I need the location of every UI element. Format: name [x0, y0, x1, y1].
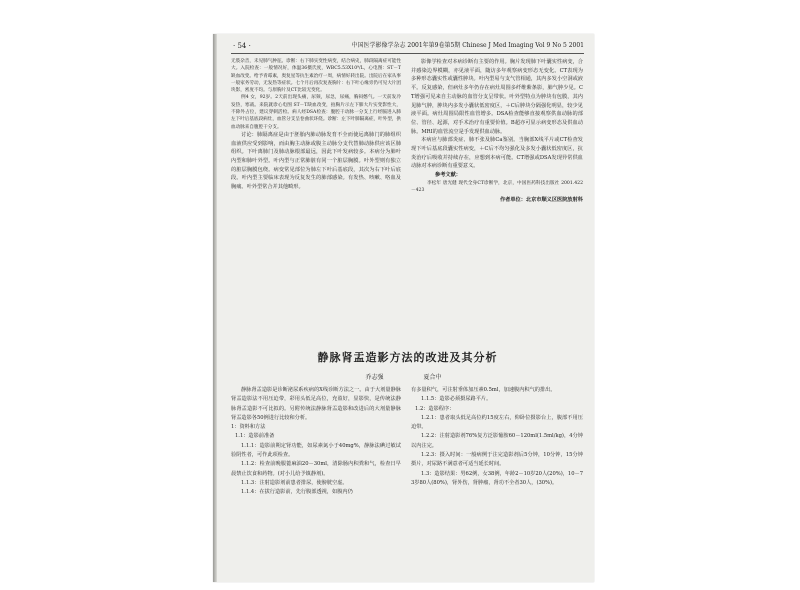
case-paragraph: 例4 女，92岁。2天前出现头痛，尿频，尿急，尿痛，胸闷憋气。一天前发冷发热，寒战。来院就诊心电图 ST－T缺血改变，拍胸片示左下肺大片实变影性大，不除外占位，建议穿刺活检。病人经DSA检查：腹腔干动脉一分支上行经膈进入肺左下叶后基底段病灶，血管分支呈卷曲状环绕。诊断：左下叶肺隔离症，叶外型，供血动脉来自腹腔干分支。 [231, 95, 401, 130]
subsection-heading: 1.1：造影前准备 [235, 433, 275, 440]
body-paragraph: 有多量积气，可注射垂体加压素0.5ml，加速腹内积气的排出。 [411, 387, 556, 393]
reference-item: 李松年 唐光健 现代全身CT诊断学，北京，中国医药科技出版社 2001.422－423 [411, 180, 583, 194]
article-title: 静脉肾盂造影方法的改进及其分析 [317, 351, 498, 364]
author-name: 乔志强 [365, 374, 384, 381]
author-name: 夏合中 [423, 374, 442, 381]
page-gutter-shadow [213, 34, 217, 582]
body-paragraph: 1.1.4：在拔行造影前，先行腹部透视，如腹内仍 [241, 489, 353, 496]
subsection-heading: 1.2：造影程序： [415, 405, 455, 412]
body-paragraph: 1.1.2：检查前晚服蓖麻油20－30ml，清除肠内积粪和气，检查日早晨禁止饮食和药物。(对小儿给予镇静剂)。 [231, 461, 401, 477]
journal-header: 中国医学影像学杂志 2001年第9卷第5期 Chinese J Med Imaging Vol 9 No 5 2001 [351, 42, 584, 49]
body-paragraph: 1.2.3：摄入时间：一般病例于注完造影剂后5分钟，10分钟，15分钟摄片，对尿路不满意者可适当延长时间。 [411, 452, 583, 468]
body-paragraph: 1.2.1：患者取头低足高位约15度左右，仰卧位摄影台上，腹部不用压迫带。 [411, 414, 583, 431]
lower-left-column [231, 386, 401, 498]
section-heading: 1：资料和方法 [231, 424, 266, 431]
body-paragraph: 本病应与肺部炎症、肺不张及肺Ca鉴别。当胸部X线平片或CT检查发现下叶后基底段囊实性病变，＋C后不均匀强化及多发小囊状低密度区，抗炎治疗后吸收并持续存在，应想到本病可能。CT增强或DSA发现异常供血动脉对本病诊断有重要意义。 [411, 137, 583, 170]
upper-left-column [231, 58, 401, 192]
lower-right-column [411, 386, 583, 488]
body-paragraph: 1.2.2：注射造影剂76%复方泛影葡胺60－120ml(1.5ml/kg)，4分钟以内注完。 [411, 433, 583, 449]
body-paragraph: 影像学检查对本病诊断有主要的作用。胸片发现肺下叶囊实性病变，合并感染边界模糊，亦见液平面，随访多年观察病变形态无变化。CT表现为多种形态囊实性或囊性肿块。叶内型易与支气管相通，其内多发小空洞或液平。反复感染，但病灶多年仍存在病灶周围多纤维紫条影，肺气肿少见。CT增强可见来自主动脉的血管分支呈带状。叶外型特点为肿块有包膜，其内见肺气肿，肿块内多发小囊状低密度区，＋C后肿块分隔强化明显，较少见液平面。病灶周围局限性血管增多。DSA检查能够直接观察供血动脉的部位、管径、起源，对手术治疗有重要价值。B超亦可显示病变形态及供血动脉。MRI的血管流空是手发现供血动脉。 [411, 59, 583, 135]
body-paragraph: 1.1.3：注射造影剂前患者排尿，使膀胱空虚。 [241, 479, 348, 486]
body-paragraph: 1.1.1：造影前期定肾功能，如尿素氮小于40mg%，静脉法碘过敏试验阴性者，可作此项检查。 [231, 442, 401, 459]
discussion-paragraph: 讨论：肺隔离症是由于胚胎内肺动脉发育不全而使远离肺门的肺组织血液供应受到影响，而由胸主动脉或腹主动脉分支代替肺动脉供应该区肺组织。下叶离肺门及肺动脉根部最远，因此下叶发病较多。本病分为肺叶内型和肺叶外型。叶内型与正常肺脏有同一个脏层胸膜。叶外型则有独立的脏层胸膜包绕。病变常见部位为肺左下叶后基底段，其次为右下叶后底段。叶内型主要临床表现为反复发生的肺部感染。有发热、咳嗽、咯血及胸痛。叶外型常合并其他畸形。 [231, 131, 401, 191]
body-paragraph: 静脉肾盂造影是诊断泌尿系疾病的X线诊断方法之一。由于大剂量静脉肾盂造影法不用压迫带，彩用头低足高位，充盈好，显影快，是传统法静脉肾盂造影不可比拟的。另附传统法静脉肾盂造影和改进后的大剂量静脉肾盂造影各50例进行比较和分析。 [231, 387, 401, 421]
body-paragraph: 1.1.5：造影必须摄尿路平片。 [421, 396, 492, 403]
journal-page [213, 34, 594, 582]
running-header [231, 40, 584, 52]
upper-right-column [411, 58, 583, 205]
author-unit: 作者单位：北京市顺义区医院放射科 [499, 197, 583, 204]
article-authors [213, 372, 594, 381]
body-paragraph: 1.3：造影结果：男62例，女38例，年龄2－10岁20人(20%)，10－73岁80人(80%)，肾外伤，肾肿瘤，肾功不全者30人，(30%)。 [411, 470, 583, 486]
page-number: · 54 · [233, 42, 251, 50]
header-rule [231, 53, 584, 54]
references-heading: 参考文献： [435, 172, 461, 179]
case-paragraph: 无肢杂音，未见肺气肿征。诊断：右下肺实变性病变，结合病史，肺段隔离症可能性大。入院检查：一般情况好，体温36摄氏度，WBC5.53X10⁹/L，心电图：ST－T缺血改变。给予青霉素，奥复星等抗生素治疗一周，病情好转出院。出院后在家从事一般家务劳动，无发热等症状。七个月后再次复查胸片：右下叶心缘旁仍可见大片团块影，密度不均。与原胸片及CT比较无变化。 [231, 59, 401, 94]
